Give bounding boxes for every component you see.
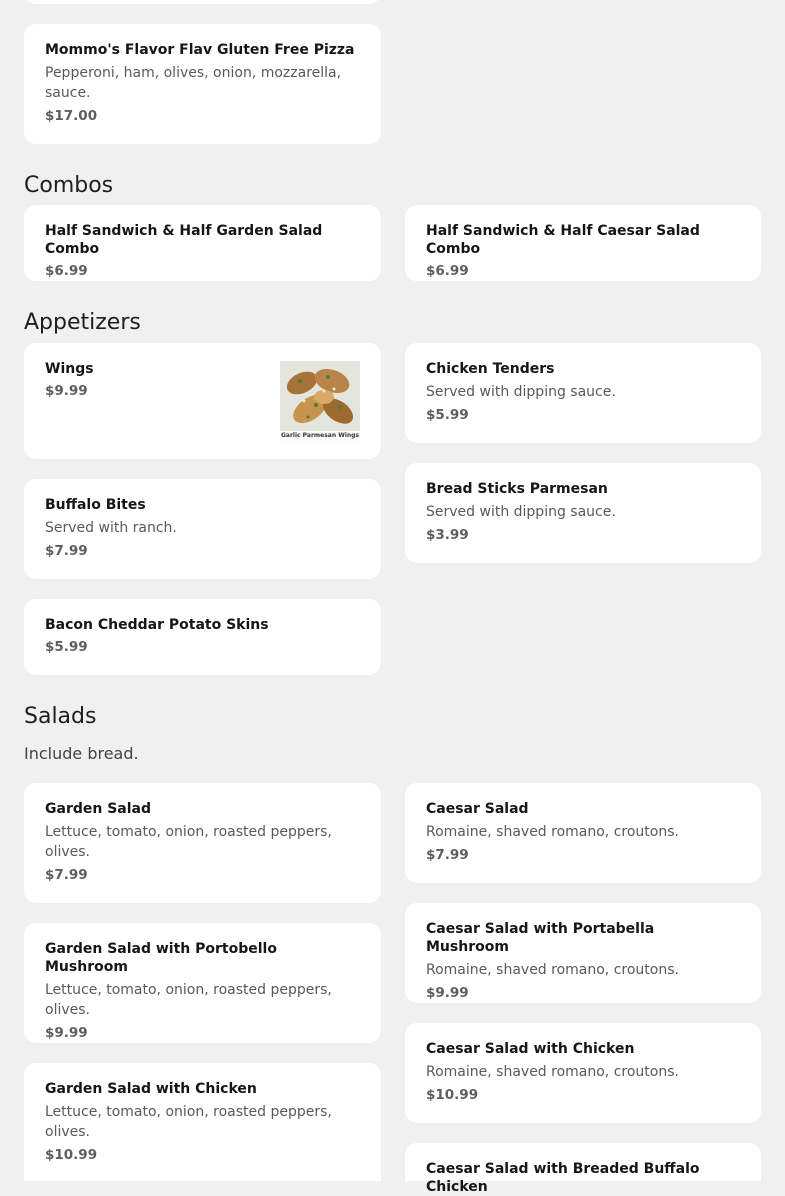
item-price: $5.99 [426, 407, 469, 423]
item-price: $9.99 [45, 1025, 88, 1041]
item-description: Romaine, shaved romano, croutons. [426, 824, 679, 840]
section-title-appetizers: Appetizers [24, 310, 141, 335]
item-description: Served with dipping sauce. [426, 504, 616, 520]
item-price: $3.99 [426, 527, 469, 543]
menu-item-card[interactable] [405, 903, 761, 1003]
menu-item-card[interactable] [405, 463, 761, 563]
wings-photo[interactable] [280, 361, 360, 441]
menu-item-card[interactable] [24, 1063, 381, 1181]
section-title-salads: Salads [24, 704, 97, 729]
item-description: Lettuce, tomato, onion, roasted peppers, olives. [45, 824, 332, 860]
item-name: Caesar Salad [426, 801, 529, 817]
item-price: $6.99 [45, 263, 88, 279]
item-name: Wings [45, 361, 94, 377]
item-description: Lettuce, tomato, onion, roasted peppers, olives. [45, 1104, 332, 1140]
item-price: $6.99 [426, 263, 469, 279]
item-description: Lettuce, tomato, onion, roasted peppers, olives. [45, 982, 332, 1018]
item-description: Romaine, shaved romano, croutons. [426, 1064, 679, 1080]
item-price: $7.99 [45, 867, 88, 883]
menu-item-card[interactable] [24, 923, 381, 1043]
item-price: $17.00 [45, 108, 98, 124]
item-description: Served with dipping sauce. [426, 384, 616, 400]
item-description: Romaine, shaved romano, croutons. [426, 962, 679, 978]
menu-item-card[interactable] [405, 1023, 761, 1123]
item-name: Chicken Tenders [426, 361, 555, 377]
menu-item-card[interactable] [405, 783, 761, 883]
item-name: Garden Salad [45, 801, 151, 817]
wings-image-icon [280, 361, 360, 441]
item-name: Caesar Salad with Chicken [426, 1041, 635, 1057]
item-description: Served with ranch. [45, 520, 177, 536]
item-price: $9.99 [426, 985, 469, 1001]
item-price: $7.99 [426, 847, 469, 863]
menu-item-card[interactable] [24, 783, 381, 903]
menu-item-card[interactable] [24, 205, 381, 281]
item-name: Garden Salad with Portobello Mushroom [45, 941, 277, 975]
item-name: Mommo's Flavor Flav Gluten Free Pizza [45, 42, 355, 58]
menu-item-card[interactable] [24, 479, 381, 579]
item-price: $10.99 [426, 1087, 479, 1103]
menu-item-card-partial[interactable] [24, 0, 381, 4]
menu-item-card[interactable] [24, 24, 381, 144]
item-price: $7.99 [45, 543, 88, 559]
item-price: $10.99 [45, 1147, 98, 1163]
wings-photo-caption: Garlic Parmesan Wings [280, 432, 360, 439]
item-name: Garden Salad with Chicken [45, 1081, 257, 1097]
section-note: Include bread. [24, 744, 139, 763]
item-name: Bacon Cheddar Potato Skins [45, 617, 269, 633]
item-name: Buffalo Bites [45, 497, 146, 513]
item-name: Caesar Salad with Breaded Buffalo Chicken [426, 1161, 700, 1195]
item-name: Half Sandwich & Half Caesar Salad Combo [426, 223, 700, 257]
item-description: Pepperoni, ham, olives, onion, mozzarella, sauce. [45, 65, 342, 101]
menu-item-card[interactable] [24, 343, 381, 459]
menu-item-card[interactable] [24, 599, 381, 675]
item-name: Half Sandwich & Half Garden Salad Combo [45, 223, 323, 257]
menu-item-card[interactable] [405, 1143, 761, 1195]
item-name: Caesar Salad with Portabella Mushroom [426, 921, 655, 955]
section-title-combos: Combos [24, 173, 114, 198]
item-price: $5.99 [45, 639, 88, 655]
menu-item-card[interactable] [405, 205, 761, 281]
menu-item-card[interactable] [405, 343, 761, 443]
item-price: $9.99 [45, 383, 88, 399]
item-name: Bread Sticks Parmesan [426, 481, 608, 497]
